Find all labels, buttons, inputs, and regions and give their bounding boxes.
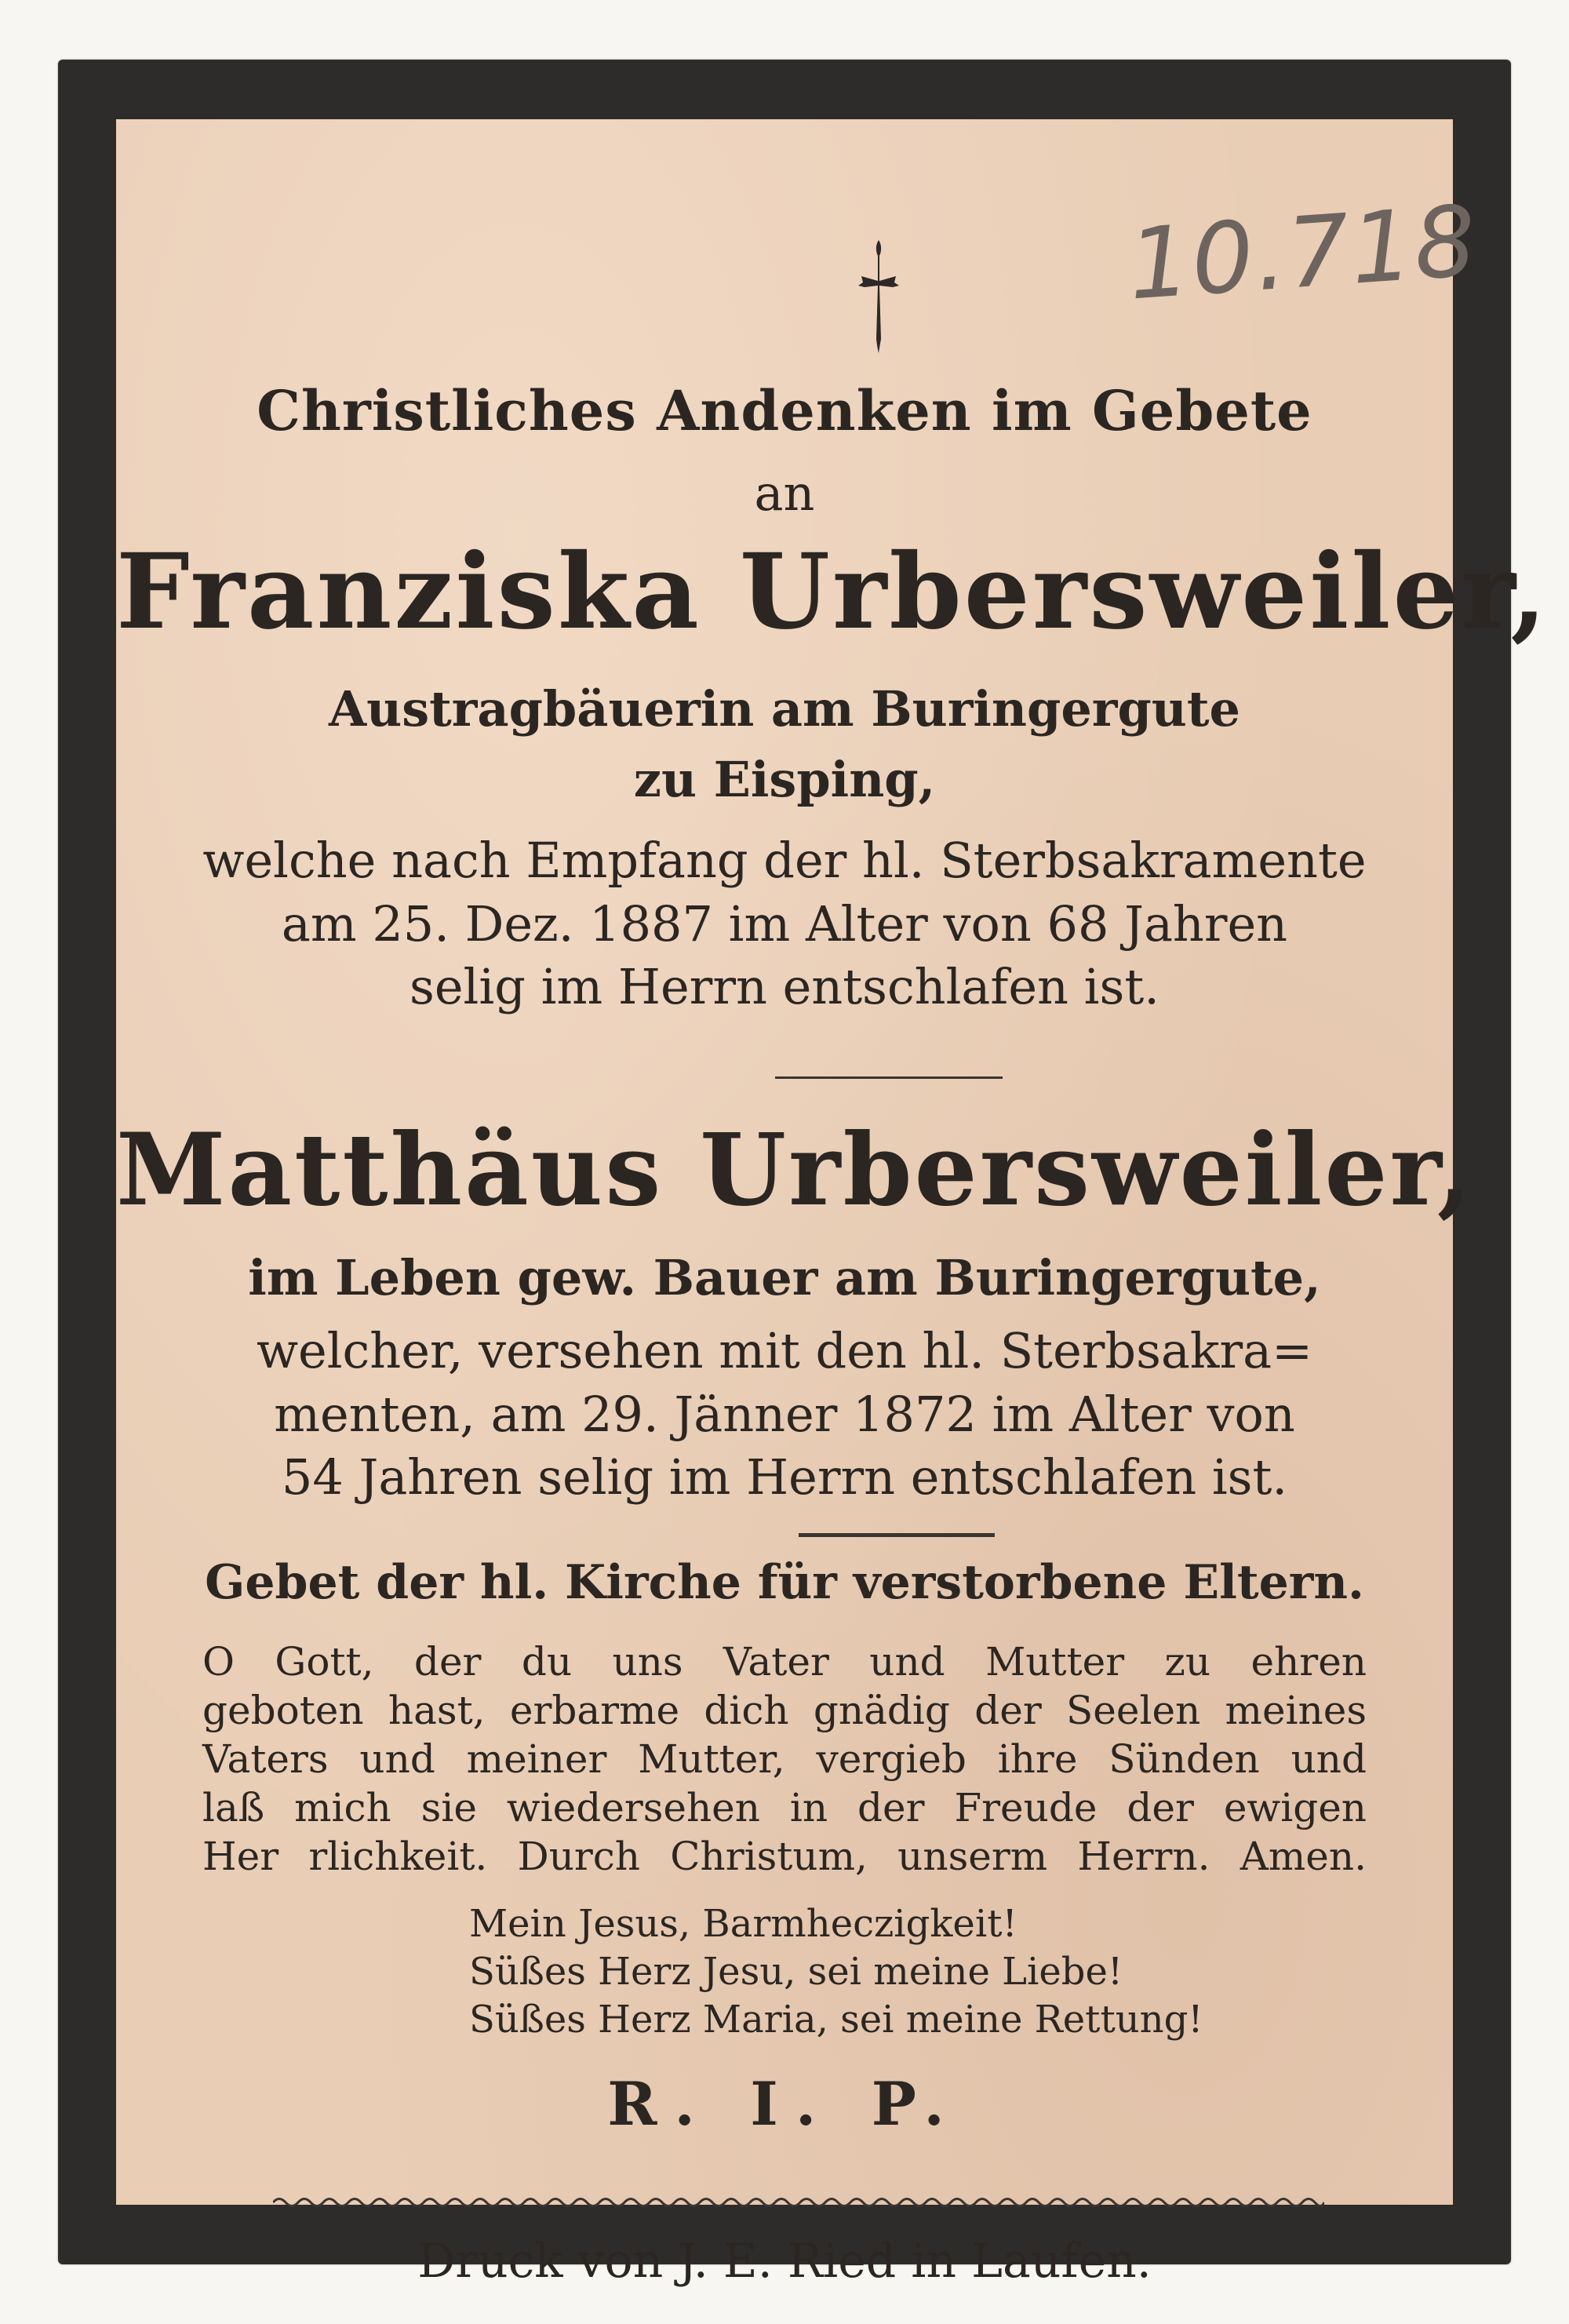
prayer-line: laß mich sie wiedersehen in der Freude der ewigen <box>202 1785 1367 1830</box>
person2-name: Matthäus Urbersweiler, <box>116 1112 1474 1228</box>
printer-imprint: Druck von J. E. Ried in Laufen. <box>417 2234 1152 2289</box>
card-paper <box>116 119 1549 2289</box>
person1-text-line: selig im Herrn entschlafen ist. <box>410 958 1159 1016</box>
invocations <box>469 1900 1203 2044</box>
invocation-line: Süßes Herz Jesu, sei meine Liebe! <box>469 1949 1123 1994</box>
rip-text: R. I. P. <box>607 2069 962 2139</box>
person2-text <box>116 1320 1453 1510</box>
person1-text <box>116 829 1453 1019</box>
person2-text-line: menten, am 29. Jänner 1872 im Alter von <box>274 1385 1295 1443</box>
heading-an: an <box>754 464 815 522</box>
prayer-line: Her rlichkeit. Durch Christum, unserm Herrn. Amen. <box>202 1834 1367 1879</box>
prayer-text <box>116 1637 1453 1881</box>
wavy-divider <box>273 2191 1324 2214</box>
prayer-line: Vaters und meiner Mutter, vergieb ihre Sünden und <box>202 1736 1367 1782</box>
card-heading: Christliches Andenken im Gebete <box>257 378 1312 443</box>
person2-role: im Leben gew. Bauer am Buringergute, <box>248 1249 1321 1306</box>
prayer-line: geboten hast, erbarme dich gnädig der Seelen meines <box>202 1688 1367 1733</box>
cross-icon <box>855 237 902 355</box>
invocation-line: Süßes Herz Maria, sei meine Rettung! <box>469 1997 1203 2042</box>
person2-text-line: welcher, versehen mit den hl. Sterbsakra= <box>256 1322 1313 1379</box>
prayer-title: Gebet der hl. Kirche für verstorbene Eltern. <box>205 1555 1364 1610</box>
handwritten-number: 10.718 <box>1124 184 1482 322</box>
person2-text-line: 54 Jahren selig im Herrn entschlafen ist. <box>281 1448 1288 1506</box>
section-divider <box>775 1076 1003 1079</box>
person1-name: Franziska Urbersweiler, <box>116 531 1549 653</box>
person1-place: zu Eisping, <box>633 751 936 808</box>
section-divider <box>799 1533 995 1537</box>
invocation-line: Mein Jesus, Barmheczigkeit! <box>469 1902 1017 1946</box>
memorial-card <box>58 60 1549 2289</box>
person1-text-line: am 25. Dez. 1887 im Alter von 68 Jahren <box>281 894 1288 953</box>
person1-role: Austragbäuerin am Buringergute <box>329 680 1240 738</box>
person1-text-line: welche nach Empfang der hl. Sterbsakramente <box>202 832 1367 889</box>
prayer-line: O Gott, der du uns Vater und Mutter zu ehren <box>202 1639 1367 1685</box>
